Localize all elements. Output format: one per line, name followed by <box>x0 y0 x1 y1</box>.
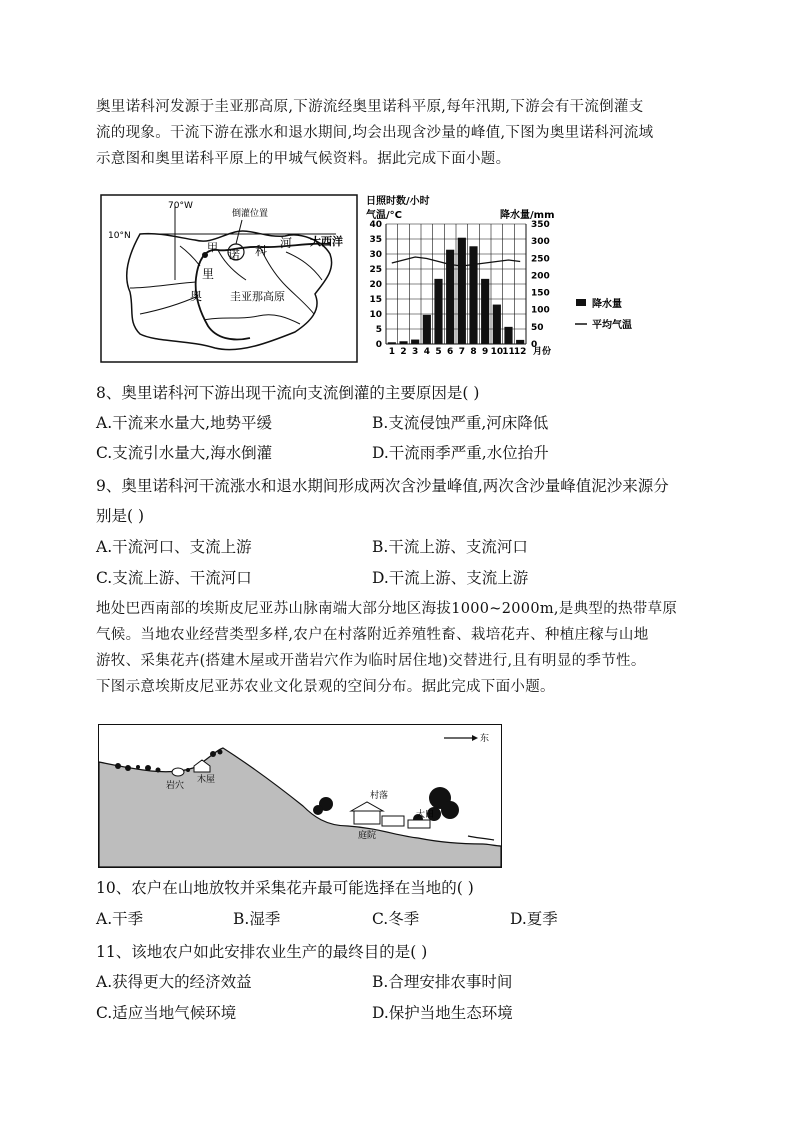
ylabel-left-top: 日照时数/小时 <box>366 196 430 207</box>
q8-option-c[interactable]: C.支流引水量大,海水倒灌 <box>96 444 273 462</box>
y-tick-right: 250 <box>531 254 550 265</box>
xlabel: 月份 <box>533 347 552 357</box>
y-tick-left: 0 <box>375 340 382 350</box>
q11-option-b[interactable]: B.合理安排农事时间 <box>372 973 513 991</box>
y-tick-left: 35 <box>369 235 382 245</box>
x-tick-label: 1 <box>388 347 395 357</box>
hut-label: 木屋 <box>197 775 216 785</box>
river-char: 河 <box>280 236 293 250</box>
x-tick-label: 8 <box>470 347 477 357</box>
y-tick-left: 20 <box>369 280 382 290</box>
precipitation-bar <box>434 279 442 344</box>
east-label: 东 <box>480 734 490 744</box>
ylabel-right: 降水量/mm <box>500 210 555 221</box>
cave-shape <box>172 768 184 776</box>
legend-bar-swatch <box>576 299 586 306</box>
intro-paragraph-2 <box>96 596 706 700</box>
intro-line: 游牧、采集花卉(搭建木屋或开凿岩穴作为临时居住地)交替进行,且有明显的季节性。 <box>96 653 646 669</box>
river-char: 奥 <box>190 289 203 303</box>
y-tick-left: 15 <box>369 295 382 305</box>
q9-option-a[interactable]: A.干流河口、支流上游 <box>96 538 252 556</box>
question-9-stem-line2: 别是( ) <box>96 507 145 525</box>
y-tick-right: 150 <box>531 288 550 299</box>
village-label: 村落 <box>370 791 389 801</box>
ocean-label: 大西洋 <box>310 235 343 248</box>
landscape-svg <box>98 724 502 868</box>
highland-label: 圭亚那高原 <box>230 290 285 303</box>
question-8-stem: 8、奥里诺科河下游出现干流向支流倒灌的主要原因是( ) <box>96 384 480 402</box>
question-11-stem: 11、该地农户如此安排农业生产的最终目的是( ) <box>96 943 428 961</box>
intro-line: 示意图和奥里诺科平原上的甲城气候资料。据此完成下面小题。 <box>96 151 511 167</box>
chart-plot <box>369 220 552 357</box>
q10-option-d[interactable]: D.夏季 <box>510 910 558 928</box>
y-tick-right: 300 <box>531 237 550 248</box>
y-tick-right: 0 <box>531 340 538 350</box>
legend-line-label: 平均气温 <box>592 320 632 331</box>
precipitation-bar <box>493 305 501 344</box>
field-plot <box>408 820 430 828</box>
q11-option-c[interactable]: C.适应当地气候环境 <box>96 1004 237 1022</box>
lat-label: 10°N <box>108 231 131 241</box>
q8-option-d[interactable]: D.干流雨季严重,水位抬升 <box>372 444 549 462</box>
x-tick-label: 4 <box>423 347 430 357</box>
precipitation-bar <box>458 238 466 344</box>
y-tick-right: 350 <box>531 220 550 230</box>
y-tick-left: 40 <box>369 220 382 230</box>
y-tick-right: 50 <box>531 322 544 333</box>
q10-option-a[interactable]: A.干季 <box>96 910 144 928</box>
precipitation-bar <box>516 340 524 344</box>
q11-option-a[interactable]: A.获得更大的经济效益 <box>96 973 252 991</box>
q8-option-a[interactable]: A.干流来水量大,地势平缓 <box>96 414 273 432</box>
q10-option-b[interactable]: B.湿季 <box>233 910 281 928</box>
river-char: 里 <box>202 267 215 281</box>
precipitation-bar <box>469 246 477 344</box>
village-house <box>354 810 380 824</box>
x-tick-label: 2 <box>400 347 407 357</box>
precipitation-bar <box>411 340 419 344</box>
field-label: 大田 <box>416 810 435 820</box>
climate-chart <box>362 192 692 367</box>
q9-option-d[interactable]: D.干流上游、支流上游 <box>372 569 529 587</box>
precipitation-bar <box>423 315 431 344</box>
question-10-stem: 10、农户在山地放牧并采集花卉最可能选择在当地的( ) <box>96 879 474 897</box>
x-tick-label: 6 <box>447 347 454 357</box>
cave-label: 岩穴 <box>166 781 185 791</box>
y-tick-left: 30 <box>369 250 382 260</box>
map-frame <box>101 195 357 362</box>
x-tick-label: 12 <box>513 347 527 357</box>
village-house <box>382 816 404 826</box>
legend-bar-label: 降水量 <box>592 299 622 310</box>
x-tick-label: 10 <box>490 347 504 357</box>
agricultural-landscape-figure <box>98 724 502 868</box>
precipitation-bar <box>481 279 489 344</box>
yard-label: 庭院 <box>358 831 377 841</box>
intro-line: 下图示意埃斯皮尼亚苏农业文化景观的空间分布。据此完成下面小题。 <box>96 679 555 695</box>
y-tick-right: 200 <box>531 271 550 282</box>
precipitation-bar <box>504 327 512 344</box>
river-char: 科 <box>255 244 268 258</box>
backflow-label: 倒灌位置 <box>232 209 269 219</box>
question-9-stem-line1: 9、奥里诺科河干流涨水和退水期间形成两次含沙量峰值,两次含沙量峰值泥沙来源分 <box>96 477 669 495</box>
intro-line: 气候。当地农业经营类型多样,农户在村落附近养殖牲畜、栽培花卉、种植庄稼与山地 <box>96 627 649 643</box>
x-tick-label: 5 <box>435 347 442 357</box>
climate-chart-svg <box>362 192 692 367</box>
y-tick-right: 100 <box>531 305 550 316</box>
lon-label: 70°W <box>168 201 193 211</box>
q10-option-c[interactable]: C.冬季 <box>372 910 420 928</box>
x-tick-label: 11 <box>502 347 515 357</box>
city-label: 甲 <box>207 241 218 254</box>
x-tick-label: 7 <box>458 347 465 357</box>
intro-paragraph-1 <box>96 94 706 172</box>
y-tick-left: 10 <box>369 310 382 320</box>
map-figure <box>100 192 358 364</box>
q9-option-b[interactable]: B.干流上游、支流河口 <box>372 538 528 556</box>
ylabel-left: 气温/°C <box>366 210 402 221</box>
y-tick-left: 5 <box>375 325 382 335</box>
orinoco-basin-map <box>100 192 358 364</box>
intro-line: 流的现象。干流下游在涨水和退水期间,均会出现含沙量的峰值,下图为奥里诺科河流域 <box>96 125 654 141</box>
y-tick-left: 25 <box>369 265 382 275</box>
q9-option-c[interactable]: C.支流上游、干流河口 <box>96 569 252 587</box>
x-tick-label: 3 <box>412 347 419 357</box>
intro-line: 地处巴西南部的埃斯皮尼亚苏山脉南端大部分地区海拔1000~2000m,是典型的热带草原 <box>96 601 678 617</box>
intro-line: 奥里诺科河发源于圭亚那高原,下游流经奥里诺科平原,每年汛期,下游会有干流倒灌支 <box>96 99 644 115</box>
q8-option-b[interactable]: B.支流侵蚀严重,河床降低 <box>372 414 549 432</box>
river-char: 诺 <box>228 248 241 262</box>
x-tick-label: 9 <box>482 347 489 357</box>
q11-option-d[interactable]: D.保护当地生态环境 <box>372 1004 513 1022</box>
